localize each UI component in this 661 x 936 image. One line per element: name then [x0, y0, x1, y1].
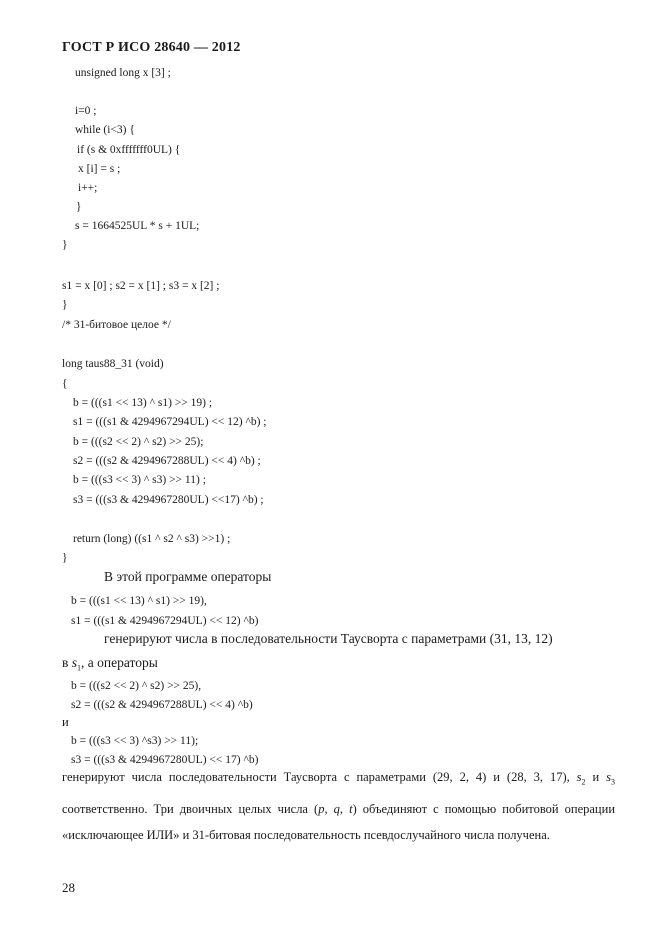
code-line: b = (((s2 << 2) ^ s2) >> 25), [71, 680, 202, 692]
code-line: s1 = (((s1 & 4294967294UL) << 12) ^b) ; [73, 416, 267, 428]
intro-text: В этой программе операторы [104, 569, 272, 584]
code-line: i++; [78, 182, 98, 194]
variable: t [349, 801, 353, 816]
code-line: unsigned long x [3] ; [75, 67, 171, 79]
code-line: b = (((s3 << 3) ^ s3) >> 11) ; [73, 474, 206, 486]
standard-header: ГОСТ Р ИСО 28640 — 2012 [62, 40, 241, 55]
generate-text: генерируют числа в последовательности Таусворта с параметрами (31, 13, 12) [104, 631, 553, 646]
variable: s [71, 655, 78, 670]
subscript: 2 [581, 777, 586, 787]
code-line: { [62, 378, 68, 390]
variable: s [606, 770, 611, 784]
in-s1-text [62, 655, 158, 673]
text-fragment: ) объединяют с помощью побитовой операции «исключающее ИЛИ» и 31-битовая последовательность псевдослучайного числа получена. [62, 801, 616, 842]
and-text: и [62, 715, 69, 729]
variable: s [576, 770, 582, 784]
subscript: 3 [611, 777, 615, 787]
code-line: } [62, 299, 68, 311]
code-line: while (i<3) { [75, 124, 135, 136]
text-fragment: в [62, 655, 72, 670]
code-line: s2 = (((s2 & 4294967288UL) << 4) ^b) [71, 699, 253, 711]
subscript: 1 [77, 663, 82, 673]
code-line: s1 = (((s1 & 4294967294UL) << 12) ^b) [71, 615, 259, 627]
final-paragraph: генерируют числа последовательности Таусворта с параметрами (29, 2, 4) и (28, 3, 17), $s_2$ и $s_3$ соответственно. Три двоичных целых числа (p, q, t) объединяют с помощью побитовой операции «исключающее ИЛИ» и 31-битовая последовательность псевдослучайного числа получена. [62, 770, 616, 842]
text-fragment: , а операторы [81, 655, 158, 670]
code-line: x [i] = s ; [78, 163, 121, 175]
code-line: } [76, 201, 82, 213]
code-line: s1 = x [0] ; s2 = x [1] ; s3 = x [2] ; [62, 280, 220, 292]
code-line: b = (((s3 << 3) ^s3) >> 11); [71, 735, 199, 747]
code-line: s = 1664525UL * s + 1UL; [75, 220, 200, 232]
code-line: if (s & 0xfffffff0UL) { [77, 144, 181, 156]
code-line: } [62, 552, 68, 564]
code-line: b = (((s1 << 13) ^ s1) >> 19) ; [73, 397, 213, 409]
code-line: return (long) ((s1 ^ s2 ^ s3) >>1) ; [73, 533, 231, 545]
code-line: b = (((s1 << 13) ^ s1) >> 19), [71, 595, 207, 607]
code-line: b = (((s2 << 2) ^ s2) >> 25); [73, 436, 204, 448]
variable: q [333, 801, 340, 816]
code-line: i=0 ; [75, 105, 97, 117]
text-fragment: соответственно. Три двоичных целых числа ( [62, 801, 319, 816]
variable: p [318, 801, 325, 816]
code-line: s3 = (((s3 & 4294967280UL) <<17) ^b) ; [73, 494, 264, 506]
text-fragment: генерируют числа последовательности Таусворта с параметрами (29, 2, 4) и (28, 3, 17), [62, 770, 577, 784]
code-line: s3 = (((s3 & 4294967280UL) << 17) ^b) [71, 754, 259, 766]
page-number: 28 [62, 880, 75, 895]
text-fragment: и [585, 770, 607, 784]
code-line: } [62, 239, 68, 251]
code-line: s2 = (((s2 & 4294967288UL) << 4) ^b) ; [73, 455, 261, 467]
code-line: long taus88_31 (void) [62, 358, 164, 370]
code-comment: /* 31-битовое целое */ [62, 319, 171, 331]
